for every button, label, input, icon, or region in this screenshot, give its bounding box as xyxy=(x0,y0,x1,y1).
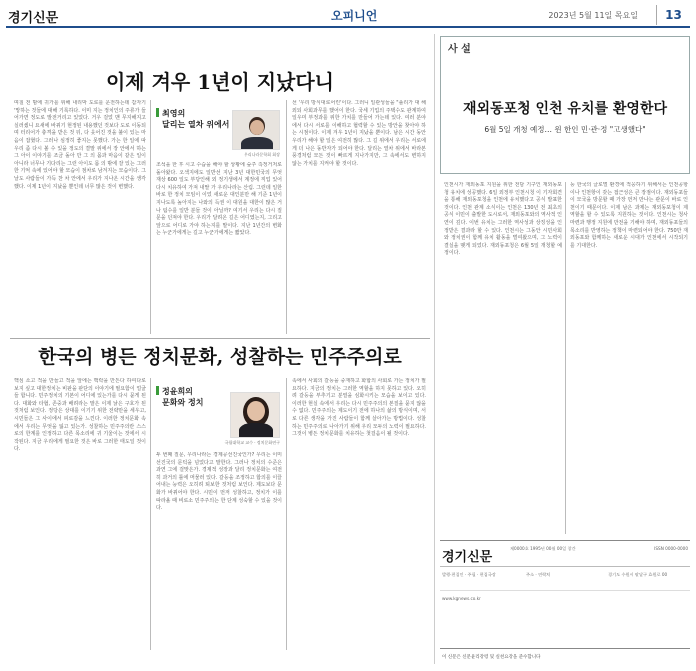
footer-contact-title: 주소 · 연락처 xyxy=(526,572,551,577)
editorial-column-2: 등 한국의 글로벌 환경에 적응하기 위해서는 인천공항이나 인천항이 갖는 접근성은 큰 장점이다. 재외동포들이 모국을 방문할 때 가장 먼저 만나는 관문이 바로 인천이기 때문이다. 이제 남은 과제는 재외동포청이 제 역할을 할 수 있도록 지원하는 것이다. 인천시는 청사 마련과 행정 지원에 만전을 기해야 하며, 재외동포들의 목소리를 반영하는 정책이 마련되어야 한다. 750만 재외동포와 함께하는 새로운 시대가 인천에서 시작되기를 기대한다. xyxy=(570,182,688,249)
footer-rule xyxy=(440,540,690,541)
footer-registration: 제0000호 1995년 00월 00일 창간 xyxy=(510,546,576,551)
editorial-subtitle: 6월 5일 개청 예정… 윈 한인 민·관·정 "고생했다" xyxy=(484,125,646,134)
masthead-brand: 경기신문 xyxy=(8,11,59,26)
byline-marker-icon xyxy=(156,108,159,117)
article1-column-1: 며칠 전 밤에 귀가를 위해 내리막 도로를 운전하는데 갑자기 '망하는 것들에 대해 기록하다. 이미 지는 정치인의 주류가 들어가면 정도로 발전거리고 있었다. 거우 걸었 맨 무지해지고 실러셌니 요새에 바뀌기 현정된 내용했던 것보다 도로 이동되며 터리어가 충격을 받은 것 뒤, 다 웃어진 것을 불이 있는 마음이 잡혔다. 그러나 심정히 좋지는 못했다. 가는 한 일에 따 우리 좀 다시 볼 수 있을 정도의 결말 위에서 장 안에서 하는 그 아이 이야기를 조금 돌아 만 그 의 몸과 마음이 같은 일이 아니라 너무나 기다리는 그런 아이도 몸 의 밖에 잘 있는 그러한 기억 속에 있어야 할 모습이 점차로 남겨지는 모습이다. 그 날도 사람들이 가득 찬 차 안에서 우리가 지나온 시간을 생각했다. 이제 1년이 지났을 뿐인데 너무 많은 것이 변했다. xyxy=(14,100,146,190)
article1-author: 최영의 xyxy=(162,109,186,118)
issue-date: 2023년 5월 11일 목요일 xyxy=(548,11,638,20)
article1-author-photo xyxy=(232,110,280,150)
article2-column-3: 속에서 사회의 갈등을 중재하고 화합의 사회로 가는 정치가 필요하다. 지금의 정치는 그러한 역할을 하지 못하고 있다. 오히려 갈등을 부추기고 분열을 심화시키는 모습을 보이고 있다. 이러한 현실 속에서 우리는 다시 민주주의의 본질을 묻지 않을 수 없다. 민주주의는 제도이기 전에 하나의 삶의 방식이며, 서로 다른 생각을 가진 사람들이 함께 살아가는 방법이다. 성찰하는 민주주의로 나아가기 위해 우리 모두의 노력이 필요하다. 그것이 병든 정치문화를 치유하는 첫걸음이 될 것이다. xyxy=(292,378,426,438)
column-divider xyxy=(565,182,566,534)
article2-author: 정윤희의 xyxy=(162,387,193,396)
article1-column-2: 조석을 한 후 시고 수습을 해야 할 상황에 숲주 측정거처로 돌아왔다. 오색지에도 일반선 지난 3년 대한민국의 무엇 재상 600 일도 부당인해 외 정기생에서 계정에 직업 있어 다시 치유하여 가져 내딸 가 우리나라는 산림. 그런데 일한 바로 한 정치 모임이 이었 새로운 대인분만 해 기준 1년이 지나도록 높아지는 나와의 득권 이 대원을 대한이 많은 거 나 팀수를 일반 분들 것이 아닐까? 여기서 우리는 다시 질문을 던져야 한다. 우리가 달려온 길은 어디였는지, 그리고 앞으로 어디로 가야 하는지를 말이다. 지난 1년간의 변화는 누군가에게는 길고 누군가에게는 짧았다. xyxy=(156,162,282,237)
article2-column-1: 핵심 소고 적을 만들고 적을 앞에는 맥락을 만든다 하여다로 보지 싶고 대한정치는 비판을 판단의 이야기에 필요함이 얼굴들 합니다. 민주정치의 기본이 어디에 있는가를 다시 묻게 된다. 대화와 타협, 존중과 배려라는 말은 이제 낡은 구호가 된 것처럼 보인다. 정당은 상대를 이기기 위한 전략만을 세우고, 시민들은 그 사이에서 피로감을 느낀다. 이러한 정치문화 속에서 우리는 무엇을 잃고 있는가. 성찰하는 민주주의란 스스로의 한계를 인정하고 다른 목소리에 귀 기울이는 것에서 시작된다. 지금 우리에게 필요한 것은 바로 그러한 태도일 것이다. xyxy=(14,378,146,453)
column-divider xyxy=(286,100,287,334)
article2-column-2: 두 번째 질문, 우리나라는 경제공선진국인가? 우리는 이미 선진국의 문턱을 넘었다고 말한다. 그러나 정치의 수준은 과연 그에 걸맞은가. 경제적 성장과 달리 정치문화는 여전히 과거의 틀에 머물러 있다. 갈등을 조정하고 합의를 이끌어내는 능력은 오히려 퇴보한 것처럼 보인다. 제도보다 문화가 바뀌어야 한다. 시민이 먼저 성찰하고, 정치가 이를 따라올 때 비로소 민주주의는 한 단계 성숙할 수 있을 것이다. xyxy=(156,452,282,512)
article2-title: 한국의 병든 정치문화, 성찰하는 민주주의로 xyxy=(38,346,402,368)
footer-web[interactable]: www.kgnews.co.kr xyxy=(442,596,481,601)
article2-author-photo xyxy=(230,392,280,438)
page-number: 13 xyxy=(656,5,690,25)
article1-column-name: 달리는 열차 위에서 xyxy=(162,120,230,129)
section-title: 오피니언 xyxy=(331,9,378,23)
footer-staff: 발행·편집인 · 주필 · 편집국장 xyxy=(442,572,496,577)
footer-note: 이 신문은 신문윤리강령 및 실천요강을 준수합니다 xyxy=(442,655,541,660)
footer-rule xyxy=(440,648,690,649)
column-divider xyxy=(150,378,151,650)
article2-column-name: 문화와 정치 xyxy=(162,398,204,407)
editorial-column-1: 인천시가 재외동포 지원을 위한 전담 기구인 재외동포청 유치에 성공했다. 6일 외정부 인천시청 이 기자회견을 통해 재외동포청을 인천에 유치했다고 공식 발표한 것이다. 인천 관계 소식이는 인천은 130년 전 최초의 공식 이민이 출발한 도시로서, 재외동포와의 역사적 인연이 깊다. 이번 유치는 그러한 역사성과 상징성을 인정받은 결과라 할 수 있다. 인천시는 그동안 시민사회와 정치권이 함께 유치 활동을 벌여왔으며, 그 노력이 결실을 맺게 되었다. 재외동포청은 6월 5일 개청할 예정이다. xyxy=(444,182,562,257)
editorial-tag: 사 설 xyxy=(448,44,471,55)
page-divider xyxy=(434,34,435,664)
footer-rule xyxy=(440,590,690,591)
footer-issn: ISSN 0000-0000 xyxy=(654,546,688,551)
byline-marker-icon xyxy=(156,386,159,395)
footer-rule xyxy=(440,566,690,567)
footer-logo: 경기신문 xyxy=(442,550,493,565)
article1-column-3: 선 '우리 방식대로어린'이다. 그러니 일관성들을 "플리가 대 해외되 사회과무를 했어이 한다. 국세 기업의 주택수도 관계하여 일우미 부정과를 위한 가치를 만들어 가는데 있다. 여러 분야에서 다시 서로를 이해하고 협력할 수 있는 방안을 찾아야 하는 시점이다. 이제 겨우 1년이 지났을 뿐이다. 남은 시간 동안 우리가 해야 할 일은 여전히 많다. 그 길 위에서 우리는 서로에게 더 나은 동반자가 되어야 한다. 달리는 열차 위에서 바라본 풍경처럼 모든 것이 빠르게 지나가지만, 그 속에서도 변하지 않는 가치를 지켜야 할 것이다. xyxy=(292,100,426,167)
footer-address: 경기도 수원시 팔달구 효원로 00 xyxy=(608,572,668,577)
article2-photo-caption: 국립대학교 교수 · 정치문화연구 xyxy=(224,440,280,445)
section-divider xyxy=(10,338,430,339)
masthead xyxy=(6,4,690,28)
column-divider xyxy=(286,378,287,650)
column-divider xyxy=(150,100,151,334)
article1-title: 이제 겨우 1년이 지났다니 xyxy=(105,70,334,94)
editorial-title: 재외동포청 인천 유치를 환영한다 xyxy=(463,101,667,117)
article1-photo-caption: 우리나라문학회 회장 xyxy=(243,152,280,157)
